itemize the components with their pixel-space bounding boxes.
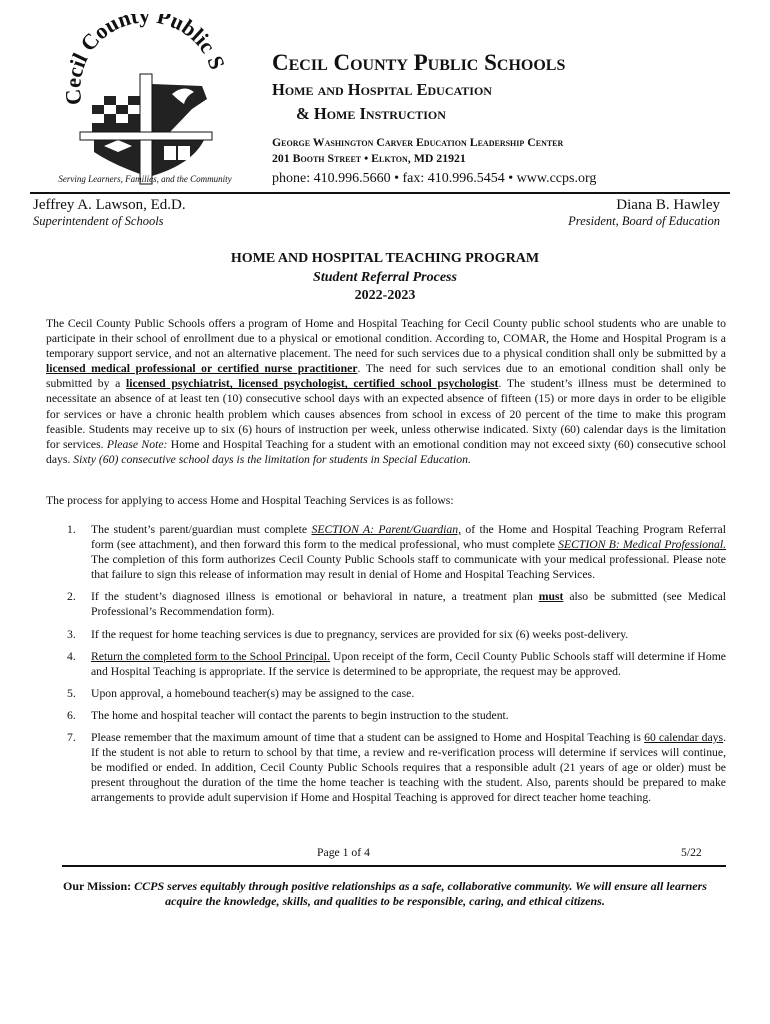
document-year: 2022-2023 [354, 288, 416, 303]
page-number: Page 1 of 4 [317, 846, 370, 859]
section-a-link: SECTION A: Parent/Guardian, [311, 523, 461, 536]
center-name: George Washington Carver Education Leadership Center [272, 135, 564, 149]
list-item: 7. Please remember that the maximum amount of time that a student can be assigned to Home and Hospital Teaching is 60 calendar days. If the student is not able to return to school by that time, a review and re-verification process will determine if services will continue, be modified or ended. In addition, Cecil County Public Schools requires that a responsible adult (21 years of age or older) must be present throughout the duration of the time the home teacher is teaching with the student. Also, parents should be prepared to make arrangements to provide adult supervision if Home and Hospital Teaching is approved for direct teacher home teaching. [67, 731, 726, 805]
footer-divider [62, 865, 726, 867]
district-logo [52, 14, 238, 190]
document-title: HOME AND HOSPITAL TEACHING PROGRAM [230, 251, 540, 266]
logo-tagline: Serving Learners, Families, and the Community [58, 174, 232, 184]
list-item: 6. The home and hospital teacher will contact the parents to begin instruction to the student. [67, 708, 509, 722]
mission-statement: Our Mission: CCPS serves equitably through positive relationships as a safe, collaborative community. We will ensure all learners acquire the knowledge, skills, and qualities to be responsible, caring, and ethical citizens. [63, 879, 707, 908]
board-president-name: Diana B. Hawley [616, 197, 720, 213]
process-steps-list [46, 522, 726, 806]
section-b-link: SECTION B: Medical Professional. [558, 538, 726, 552]
list-item: 1. The student’s parent/guardian must complete SECTION A: Parent/Guardian, of the Home and Hospital Teaching Program Referral form (see attachment), and then forward this form to the medical professional, who must complete SECTION B: Medical Professional. The completion of this form authorizes Cecil County Public Schools staff to communicate with your medical professional. Please note that failure to sign this release of information may result in denial of Home and Hospital Teaching Services. [67, 523, 726, 582]
psychiatrist-requirement: licensed psychiatrist, licensed psychologist, certified school psychologist [126, 377, 499, 391]
superintendent-name: Jeffrey A. Lawson, Ed.D. [33, 197, 186, 213]
list-item: 5. Upon approval, a homebound teacher(s) may be assigned to the case. [67, 686, 415, 700]
logo-arc-text: Cecil County Public S [59, 14, 231, 107]
list-item: 4. Return the completed form to the School Principal. Upon receipt of the form, Cecil County Public Schools staff will determine if Home and Hospital Teaching is appropriate. If the service is determined to be appropriate, the request may be approved. [67, 649, 726, 678]
board-president-title: President, Board of Education [568, 214, 720, 228]
address: 201 Booth Street • Elkton, MD 21921 [272, 151, 466, 165]
department-line-1: Home and Hospital Education [272, 80, 492, 99]
revision-date: 5/22 [681, 846, 702, 859]
mission-label: Our Mission: [63, 879, 132, 893]
department-line-2: & Home Instruction [296, 104, 446, 123]
note-label: Please Note: [106, 437, 168, 451]
list-item: 3. If the request for home teaching services is due to pregnancy, services are provided for six (6) weeks post-delivery. [67, 627, 629, 641]
seal-graphic [52, 14, 238, 190]
superintendent-title: Superintendent of Schools [33, 214, 164, 228]
process-intro: The process for applying to access Home and Hospital Teaching Services is as follows: [46, 494, 454, 507]
contact-info: phone: 410.996.5660 • fax: 410.996.5454 • www.ccps.org [272, 171, 597, 186]
medical-professional-requirement: licensed medical professional or certified nurse practitioner [46, 362, 358, 376]
header-divider [30, 192, 730, 194]
org-name: Cecil County Public Schools [272, 50, 566, 75]
list-item: 2. If the student’s diagnosed illness is emotional or behavioral in nature, a treatment plan must also be submitted (see Medical Professional’s Recommendation form). [67, 590, 726, 619]
document-subtitle: Student Referral Process [313, 270, 457, 285]
intro-paragraph: The Cecil County Public Schools offers a program of Home and Hospital Teaching for Cecil County public school students who are unable to participate in their school of enrollment due to a physical or emotional condition. According to, COMAR, the Home and Hospital Program is a temporary support service, and not an alternative placement. The need for such services due to a physical condition shall only be submitted by a licensed medical professional or certified nurse practitioner. The need for such services due to an emotional condition shall only be submitted by a licensed psychiatrist, licensed psychologist, certified school psychologist. The student’s illness must be determined to necessitate an absence of at least ten (10) consecutive school days with an expected absence of fifteen (15) or more days in order to be eligible for services or have a chronic health problem which causes absences from school in excess of 20 percent of the time to make this program feasible. Students may receive up to six (6) hours of instruction per week, unless otherwise indicated. Sixty (60) calendar days is the limitation for services. Please Note: Home and Hospital Teaching for a student with an emotional condition may not exceed sixty (60) consecutive school days. Sixty (60) consecutive school days is the limitation for students in Special Education. [46, 317, 726, 466]
